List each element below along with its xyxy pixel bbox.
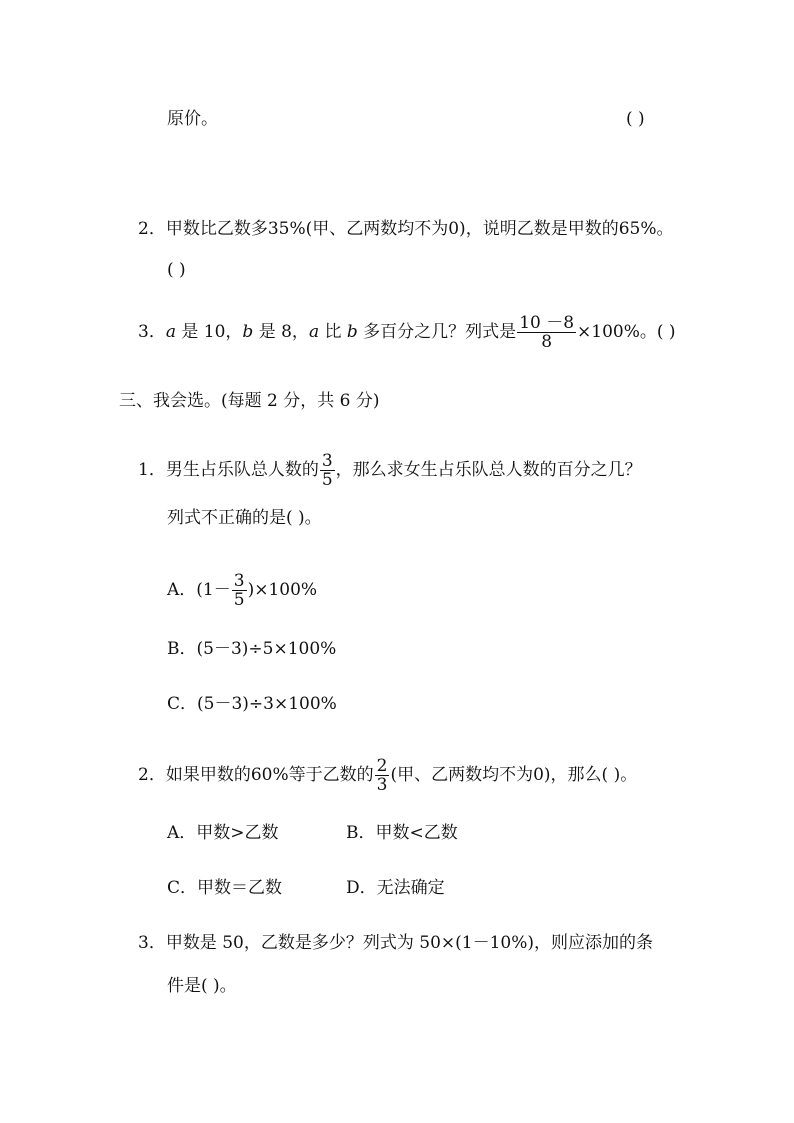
option-b[interactable]: B．(5－3)÷5×100% bbox=[167, 639, 337, 659]
fraction bbox=[375, 757, 390, 794]
fraction-numerator: 3 bbox=[321, 451, 333, 471]
prev-question-text: 原价。 bbox=[167, 109, 218, 129]
variable-b: b bbox=[242, 322, 254, 342]
fraction-numerator: 10 －8 bbox=[519, 313, 575, 333]
choice-question-3: 3．甲数是 50，乙数是多少？列式为 50×(1－10%)，则应添加的条 bbox=[138, 933, 654, 953]
prev-question-answer-bracket[interactable]: ( ) bbox=[626, 109, 645, 129]
fraction-numerator: 3 bbox=[233, 571, 245, 591]
variable-a: a bbox=[308, 322, 320, 342]
fraction bbox=[232, 572, 247, 609]
question-number: 3． bbox=[138, 322, 166, 342]
option-b[interactable]: B．甲数<乙数 bbox=[346, 823, 458, 843]
fraction-denominator: 5 bbox=[233, 590, 245, 610]
judge-question-2-answer-bracket[interactable]: ( ) bbox=[167, 260, 186, 280]
question-text: 甲数比乙数多35%(甲、乙两数均不为0)，说明乙数是甲数的65%。 bbox=[165, 219, 674, 239]
fraction-denominator: 3 bbox=[376, 775, 388, 795]
option-a[interactable]: A．(1－ $\frac{3}{5}$ )×100% bbox=[167, 571, 318, 610]
prev-question-tail bbox=[167, 108, 218, 130]
question-number: 1． bbox=[138, 460, 166, 480]
fraction-denominator: 8 bbox=[541, 332, 553, 352]
fraction-denominator: 5 bbox=[321, 470, 333, 490]
question-number: 3． bbox=[138, 933, 166, 953]
variable-a: a bbox=[165, 322, 176, 342]
fraction bbox=[320, 452, 335, 489]
option-a[interactable]: A．甲数>乙数 bbox=[167, 823, 279, 843]
fraction-numerator: 2 bbox=[376, 756, 388, 776]
fraction bbox=[517, 314, 576, 351]
variable-b: b bbox=[346, 322, 358, 342]
choice-question-1: 1．男生占乐队总人数的 $\frac{3}{5}$ ，那么求女生占乐队总人数的百分之几？ bbox=[138, 451, 642, 490]
option-d[interactable]: D．无法确定 bbox=[346, 878, 445, 898]
question-number: 2． bbox=[138, 765, 166, 785]
choice-question-1-line2: 列式不正确的是( )。 bbox=[167, 508, 322, 528]
choice-question-2: 2．如果甲数的60%等于乙数的 $\frac{2}{3}$ (甲、乙两数均不为0)，那么( )。 bbox=[138, 756, 638, 795]
judge-question-2 bbox=[138, 218, 673, 240]
section-heading: 三、我会选。(每题 2 分，共 6 分) bbox=[119, 391, 380, 411]
option-c[interactable]: C．(5－3)÷3×100% bbox=[167, 694, 337, 714]
choice-question-3-line2: 件是( )。 bbox=[167, 976, 237, 996]
question-number: 2． bbox=[138, 219, 166, 239]
option-c[interactable]: C．甲数＝乙数 bbox=[167, 878, 283, 898]
judge-question-3: 3．a 是 10，b 是 8，a 比 b 多百分之几？列式是 $\frac{10 -8}{8}$ ×100%。( ) bbox=[138, 313, 676, 352]
